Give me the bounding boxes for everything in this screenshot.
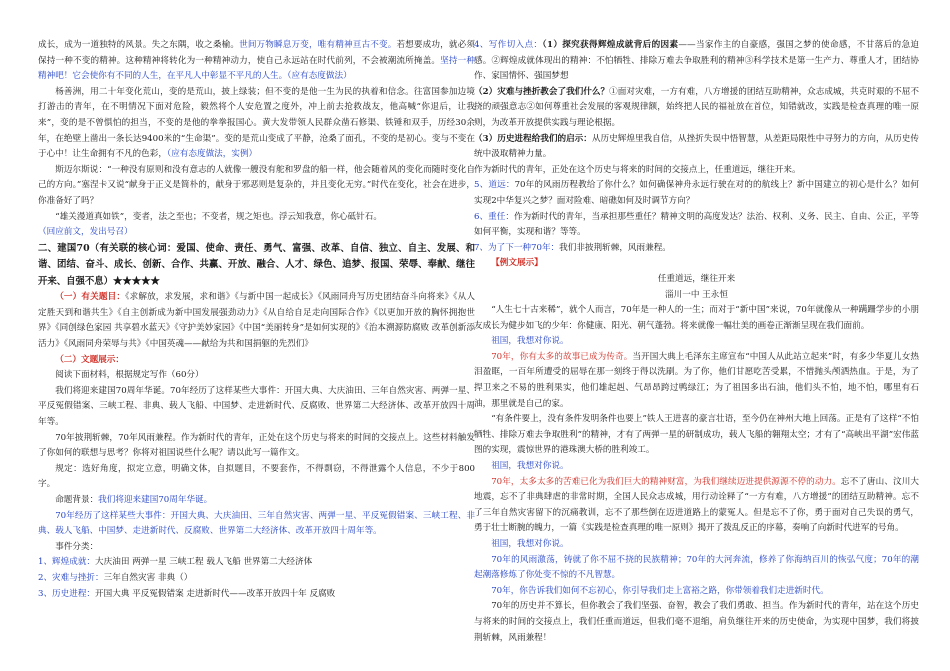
paragraph: 作为新时代的青年，正处在这个历史与将来的时间的交接点上，任重道远，继往开来。: [474, 164, 801, 175]
paragraph: 我们将迎来建国70周年华诞。70年经历了这样某些大事件：开国大典、大庆油田、三年自然灾害、两弹一星、平反冤假错案、三峡工程、非典、载人飞船、中国梦、走进新时代、反腐败、世界第二大经济体、改革开放四十周年等。: [38, 385, 475, 427]
example-label: 【例文展示】: [491, 258, 543, 269]
paragraph: 命题背景：我们将迎来建国70周年华诞。: [55, 494, 213, 505]
paragraph: （3）历史进程给我们的启示：从历史辉煌里我自信，从挫折失误中悟智慧，从差距局限性中寻努力的方向，从历史传统中汲取精神力量。: [474, 133, 919, 160]
paragraph: 70年披荆斩棘，70年风雨兼程。作为新时代的青年，正处在这个历史与将来的时间的交接点上。这些材料触发了你如何的联想与思考？你将对祖国说些什么呢？请以此写一篇作文。: [38, 432, 475, 459]
paragraph: （2）灾难与挫折教会了我们什么？①面对灾难，一方有难，八方增援的团结互助精神，众志成城，共克时艰的不屈不挠的顽强意志②如何尊重社会发展的客观规律额，始终把人民的福祉放在首位，知错就改，实践是检查真理的唯一原则，为改革开放提供实践与理论根据。: [474, 86, 919, 128]
paragraph: 70年，你告诉我们如何不忘初心，你引导我们走上富裕之路，你带领着我们走进新时代。: [491, 585, 829, 596]
paragraph: 5、道远：70年的风雨历程教给了你什么？如何确保神舟永远行驶在对的的航线上？新中国建立的初心是什么？如何实现2中华复兴之梦？面对险难、暗礁如何及时调节方向？: [474, 180, 919, 206]
essay-title: 任重道远，继往开来: [657, 273, 736, 284]
paragraph: 70年经历了这样某些大事件：开国大典、大庆油田、三年自然灾害、两弹一星、平反冤假错案、三峡工程、非典、载人飞船、中国梦、走进新时代、反腐败、世界第二大经济体、改革开放四十周年等。: [38, 510, 475, 537]
event-item: 3、历史进程：开国大典 平反冤假错案 走进新时代——改革开放四十年 反腐败: [38, 588, 336, 599]
paragraph: 6、重任：作为新时代的青年，当承担那些重任？精神文明的高度发达？法治、权利、义务、民主、自由、公正，平等如何平衡，实现和谐？等等。: [474, 211, 919, 238]
right-column: [474, 38, 919, 646]
paragraph: 阅读下面材料，根据规定写作（60分）: [55, 370, 204, 381]
paragraph: 70年的风雨激荡，铸就了你不屈不挠的民族精神；70年的大河奔流，修养了你海纳百川的恢弘气度；70年的潮起潮落修炼了你处变不惊的不凡智慧。: [474, 554, 919, 581]
event-item: 1、辉煌成就：大庆油田 两弹一星 三峡工程 载人飞船 世界第二大经济体: [38, 557, 313, 568]
paragraph: 4、写作切入点：（1）探究获得辉煌成就背后的因素——当家作主的自豪感，强国之梦的使命感，不甘落后的急迫感。②辉煌成就体现出的精神：不怕牺牲、排除万难去争取胜利的精神③科学技术是第一生产力、尊重人才，团结协作、家国情怀、强国梦想: [474, 40, 919, 82]
left-column: [38, 38, 475, 602]
paragraph: 成长，成为一道独特的风景。失之东隅，收之桑榆。世间万物瞬息万变，唯有精神亘古不变。若想要成功，就必须保持一种不变的精神。这种精神将转化为一种精神动力，使自己永远站在时代前列，不会被潮流所掩盖。坚持一种精神吧！它会使你有不同的人生，在平凡人中彰显不平凡的人生。（应有态度做法）: [38, 40, 475, 82]
paragraph: 70年，太多太多的苦难已化为我们巨大的精神财富，为我们继续迈进提供源源不停的动力。忘不了唐山、汶川大地震，忘不了非典肆虐的非常时期，全国人民众志成城，用行动诠释了“一方有难，八方增援”的团结互助精神。忘不了三年自然灾害留下的沉痛教训，忘不了那些倒在迈进道路上的蒙冤人。但是忘不了你，勇于面对自己失误的勇气，勇于壮士断腕的魄力，一篇《实践是检查真理的唯一原则》揭开了拨乱反正的序幕，奏响了向新时代进军的号角。: [474, 476, 919, 534]
paragraph: 规定：选好角度，拟定立意，明确文体，自拟题目，不要套作，不得剽窃，不得泄露个人信息，不少于800字。: [38, 463, 475, 490]
refrain: 祖国，我想对你说。: [491, 539, 569, 549]
paragraph-note: （回应前文，发出号召）: [38, 227, 133, 238]
refrain: 祖国，我想对你说。: [491, 336, 569, 347]
event-item: 2、灾难与挫折：三年自然灾害 非典（）: [38, 572, 193, 583]
paragraph: 事件分类：: [55, 541, 99, 552]
section-heading: 二、建国70（有关联的核心词：爱国、使命、责任、勇气、富强、改革、自信、独立、自主、发展、和谐、团结、奋斗、成长、创新、合作、共赢、开放、融合、人才、绿色、追梦、报国、荣辱、奉献、继往开来、自强不息）★★★★★: [38, 242, 475, 287]
essay-author: 淄川一中 王永恒: [665, 289, 728, 300]
paragraph: 杨善洲，用二十年变化荒山，变的是荒山，披上绿装；但不变的是他一生为民的执着和信念。往富国参加边境打游击的青年，在不明情况下面对危险，毅然将个人安危置之度外，冲上前去抢救战友，他高喊“你退后，让我来”，变的是不曾惧怕的担当，不变的是他的拳拳报国心。黄大发带领人民群众凿石修渠、铁锤和双手，历经30余年，在绝壁上凿出一条长达9400米的“生命渠”。变的是荒山变成了平静，沧桑了面孔，不变的是初心。变与不变在于心中！让生命拥有不凡的色彩，（应有态度做法，实例）: [38, 86, 475, 160]
prompt-heading: （二）文题展示：: [55, 354, 124, 365]
paragraph: “有条件要上，没有条件发明条件也要上”铁人王进喜的豪言壮语，至今仍在神州大地上回荡。正是有了这样“不怕牺牲、排除万难去争取胜利”的精神，才有了两弹一星的研制成功，载人飞船的翱翔太空；才有了“高峡出平湖”宏伟蓝图的实现，震惊世界的港珠澳大桥的胜利竣工。: [474, 414, 919, 456]
topics-list: （一）有关题目：《求解放，求发展，求和谐》《与新中国一起成长》《风雨同舟写历史团结奋斗向将来》《从人定胜天到和谐共生》《自主创新成为新中国发展强劲动力》《从自给自足走向国际合作》《以更加开放的胸怀拥抱世界》《同创绿色家园 共享碧水蓝天》《守护美妙家园》《中国“美丽转身”是如何实现的》《治本溯源防腐败 改革创新添活力》《风雨同舟荣辱与共》《中国英魂——献给为共和国捐躯的先烈们》: [38, 292, 475, 349]
paragraph: 70年的历史并不算长，但你教会了我们坚强、奋智，教会了我们勇敢、担当。作为新时代的青年，站在这个历史与将来的时间的交接点上，我们任重而道远，但我们毫不退缩，肩负继往开来的历史使命，为实现中国梦，我们将披荆斩棘，风雨兼程！: [474, 601, 919, 643]
paragraph: 斯迈尔斯说：“一种没有原则和没有意志的人就像一艘没有舵和罗盘的船一样，他会随着风的变化而随时变化自己的方向。”塞涅卡又说“献身于正义是简朴的，献身于邪恶则是复杂的，并且变化无穷。”时代在变化，社会在进步，你准备好了吗？: [38, 164, 475, 206]
refrain: 祖国，我想对你说。: [491, 461, 569, 472]
paragraph: 7、为了下一种70年：我们非披荆斩棘，风雨兼程。: [474, 242, 671, 253]
paragraph: 70年，你有太多的故事已成为传奇。当开国大典上毛泽东主席宣布“中国人从此站立起来”时，有多少华夏儿女热泪盈眶，一百年所遭受的屈辱在那一刻终于得以洗刷。为了你，他们甘愿吃苦受累，不惜抛头颅洒热血。于是，为了捍卫来之不易的胜利果实，他们雄起赳、气昂昂跨过鸭绿江；为了祖国多出石油，他们头不怕，地不怕，哪里有石油，那里就是自己的家。: [474, 351, 920, 409]
paragraph: “雄关漫道真如铁”，变者，法之至也；不变者，规之矩也。浮云知我意，你心砥针石。: [55, 211, 382, 222]
paragraph: “人生七十古来稀”，就个人而言，70年是一种人的一生；而对于“新中国”来说，70年就像从一种蹒跚学步的小朋友成长为健步如飞的少年：你健康、阳光、朝气蓬勃。将来就像一幅壮美的画卷正渐渐呈现在我们面前。: [474, 305, 919, 331]
